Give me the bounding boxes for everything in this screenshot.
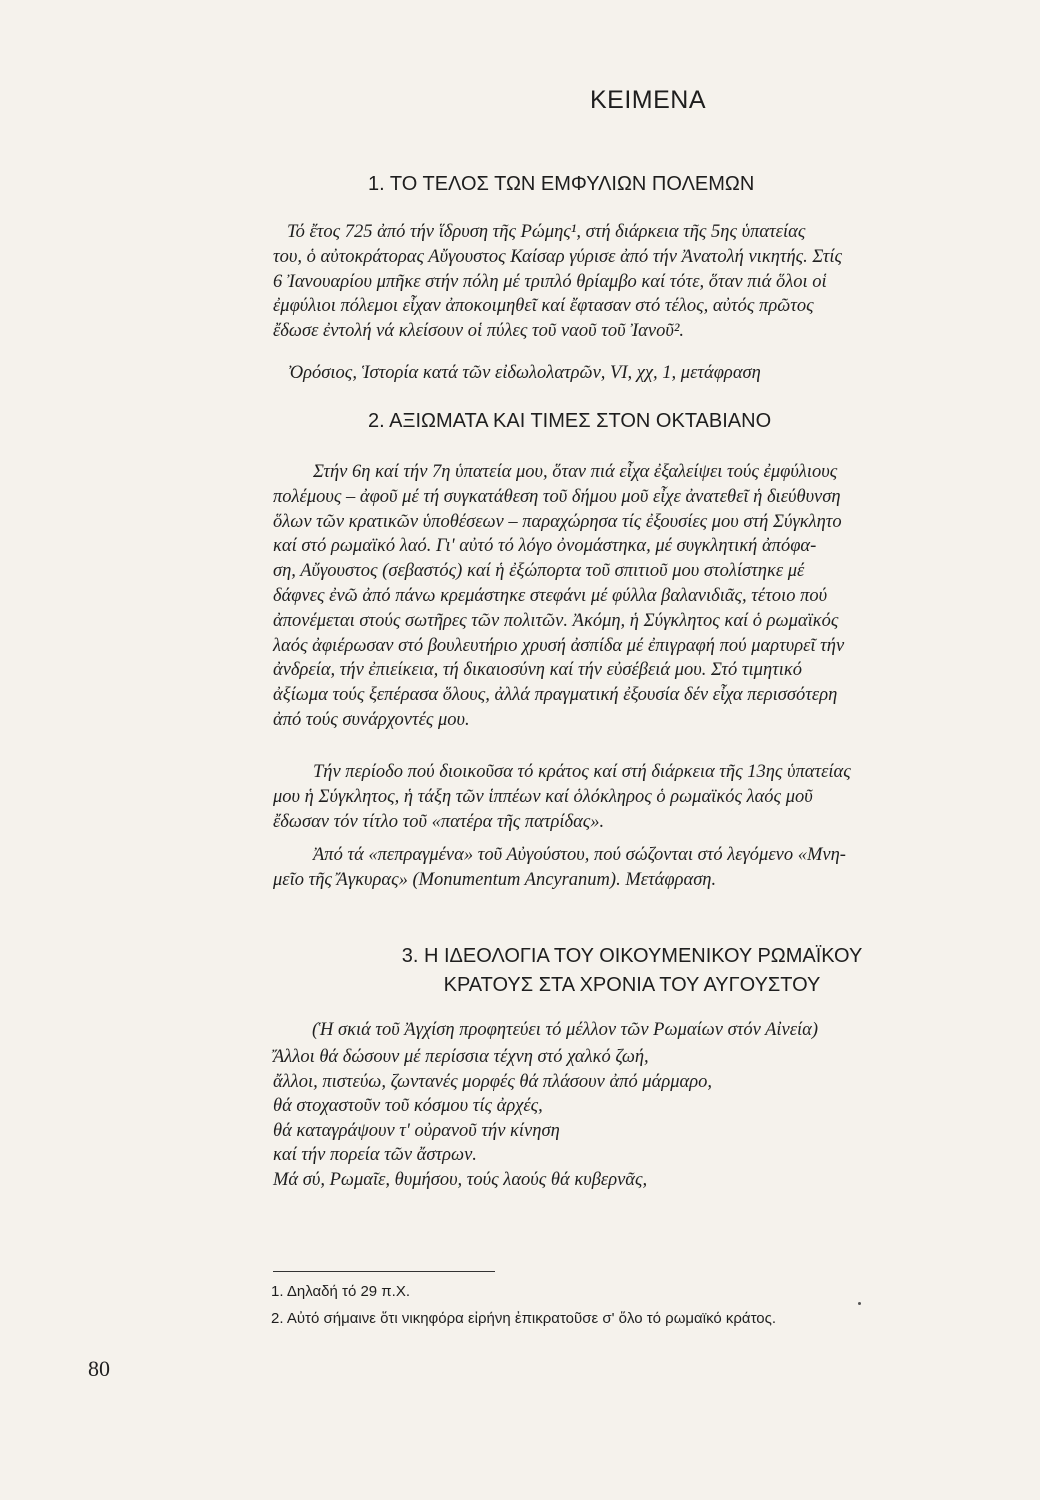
section-2-paragraph-1: [273, 460, 913, 733]
text-line: ἐμφύλιοι πόλεμοι εἶχαν ἀποκοιμηθεῖ καί ἔφτασαν στό τέλος, αὐτός πρῶτος: [273, 296, 814, 317]
text-line: ἀξίωμα τούς ξεπέρασα ὅλους, ἀλλά πραγματική ἐξουσία δέν εἶχα περισσότερη: [273, 685, 838, 706]
text-line: ἀνδρεία, τήν ἐπιείκεια, τή δικαιοσύνη καί τήν εὐσέβειά μου. Στό τιμητικό: [273, 660, 803, 681]
poem-line: Ἄλλοι θά δώσουν μέ περίσσια τέχνη στό χαλκό ζωή,: [273, 1047, 649, 1067]
text-line: 6 Ἰανουαρίου μπῆκε στήν πόλη μέ τριπλό θρίαμβο καί τότε, ὅταν πιά ὅλοι οἱ: [273, 271, 827, 292]
section-1-source: Ὀρόσιος, Ἱστορία κατά τῶν εἰδωλολατρῶν, VI, χχ, 1, μετάφραση: [288, 363, 761, 383]
poem-line: ἄλλοι, πιστεύω, ζωντανές μορφές θά πλάσουν ἀπό μάρμαρο,: [273, 1071, 712, 1092]
text-line: του, ὁ αὐτοκράτορας Αὔγουστος Καίσαρ γύρισε ἀπό τήν Ἀνατολή νικητής. Στίς: [273, 246, 843, 267]
text-line: μου ἡ Σύγκλητος, ἡ τάξη τῶν ἱππέων καί ὁλόκληρος ὁ ρωμαϊκός λαός μοῦ: [273, 786, 813, 807]
poem-line: καί τήν πορεία τῶν ἄστρων.: [273, 1145, 477, 1166]
text-line: ἀπονέμεται στούς σωτῆρες τῶν πολιτῶν. Ἀκόμη, ἡ Σύγκλητος καί ὁ ρωμαϊκός: [273, 610, 839, 631]
ink-speck: [858, 1302, 861, 1305]
text-line: λαός ἀφιέρωσαν στό βουλευτήριο χρυσή ἀσπίδα μέ ἐπιγραφή πού μαρτυρεῖ τήν: [273, 635, 845, 656]
section-3-title-line-2: ΚΡΑΤΟΥΣ ΣΤΑ ΧΡΟΝΙΑ ΤΟΥ ΑΥΓΟΥΣΤΟΥ: [443, 974, 821, 996]
footnote-2: 2. Αὐτό σήμαινε ὅτι νικηφόρα εἰρήνη ἐπικρατοῦσε σ' ὅλο τό ρωμαϊκό κράτος.: [271, 1310, 777, 1327]
section-2-title: 2. ΑΞΙΩΜΑΤΑ ΚΑΙ ΤΙΜΕΣ ΣΤΟΝ ΟΚΤΑΒΙΑΝΟ: [368, 410, 772, 432]
section-3-poem: [273, 1045, 712, 1193]
text-line: καί στό ρωμαϊκό λαό. Γι' αὐτό τό λόγο ὀνομάστηκα, μέ συγκλητική ἀπόφα-: [273, 536, 817, 557]
section-2-source: [273, 843, 913, 893]
text-line: δάφνες ἐνῶ ἀπό πάνω κρεμάστηκε στεφάνι μέ φύλλα βαλανιδιᾶς, τέτοιο πού: [273, 585, 828, 606]
source-line: μεῖο τῆς Ἄγκυρας» (Monumentum Ancyranum). Μετάφραση.: [273, 869, 717, 890]
page-title: ΚΕΙΜΕΝΑ: [590, 86, 707, 114]
section-1-paragraph: [273, 220, 913, 344]
text-line: ἔδωσε ἐντολή νά κλείσουν οἱ πύλες τοῦ ναοῦ τοῦ Ἰανοῦ².: [273, 321, 685, 342]
page-number: 80: [88, 1356, 110, 1381]
poem-line: θά στοχαστοῦν τοῦ κόσμου τίς ἀρχές,: [273, 1096, 543, 1117]
section-1-title: 1. ΤΟ ΤΕΛΟΣ ΤΩΝ ΕΜΦΥΛΙΩΝ ΠΟΛΕΜΩΝ: [368, 173, 755, 195]
text-line: πολέμους – ἀφοῦ μέ τή συγκατάθεση τοῦ δήμου μοῦ εἶχε ἀνατεθεῖ ἡ διεύθυνση: [273, 486, 841, 507]
text-line: ση, Αὔγουστος (σεβαστός) καί ἡ ἐξώπορτα τοῦ σπιτιοῦ μου στολίστηκε μέ: [273, 561, 805, 582]
footnote-1: 1. Δηλαδή τό 29 π.Χ.: [271, 1283, 410, 1300]
text-line: Τό ἔτος 725 ἀπό τήν ἵδρυση τῆς Ρώμης¹, στή διάρκεια τῆς 5ης ὑπατείας: [287, 222, 806, 242]
source-line: Ἀπό τά «πεπραγμένα» τοῦ Αὐγούστου, πού σώζονται στό λεγόμενο «Μνη-: [313, 845, 846, 865]
poem-line: Μά σύ, Ρωμαῖε, θυμήσου, τούς λαούς θά κυβερνᾶς,: [273, 1169, 648, 1190]
text-line: ἀπό τούς συνάρχοντές μου.: [273, 709, 470, 730]
text-line: ἔδωσαν τόν τίτλο τοῦ «πατέρα τῆς πατρίδας».: [273, 811, 605, 832]
section-3-intro: (Ἡ σκιά τοῦ Ἀγχίση προφητεύει τό μέλλον τῶν Ρωμαίων στόν Αἰνεία): [312, 1020, 819, 1040]
section-2-paragraph-2: [273, 760, 913, 834]
section-3-title-line-1: 3. Η ΙΔΕΟΛΟΓΙΑ ΤΟΥ ΟΙΚΟΥΜΕΝΙΚΟΥ ΡΩΜΑΪΚΟΥ: [401, 945, 863, 967]
footnote-divider: [273, 1271, 495, 1272]
text-line: Στήν 6η καί τήν 7η ὑπατεία μου, ὅταν πιά εἶχα ἐξαλείψει τούς ἐμφύλιους: [313, 462, 838, 482]
text-line: ὅλων τῶν κρατικῶν ὑποθέσεων – παραχώρησα τίς ἐξουσίες μου στή Σύγκλητο: [273, 511, 842, 532]
text-line: Τήν περίοδο πού διοικοῦσα τό κράτος καί στή διάρκεια τῆς 13ης ὑπατείας: [313, 762, 851, 782]
poem-line: θά καταγράψουν τ' οὐρανοῦ τήν κίνηση: [273, 1120, 560, 1141]
